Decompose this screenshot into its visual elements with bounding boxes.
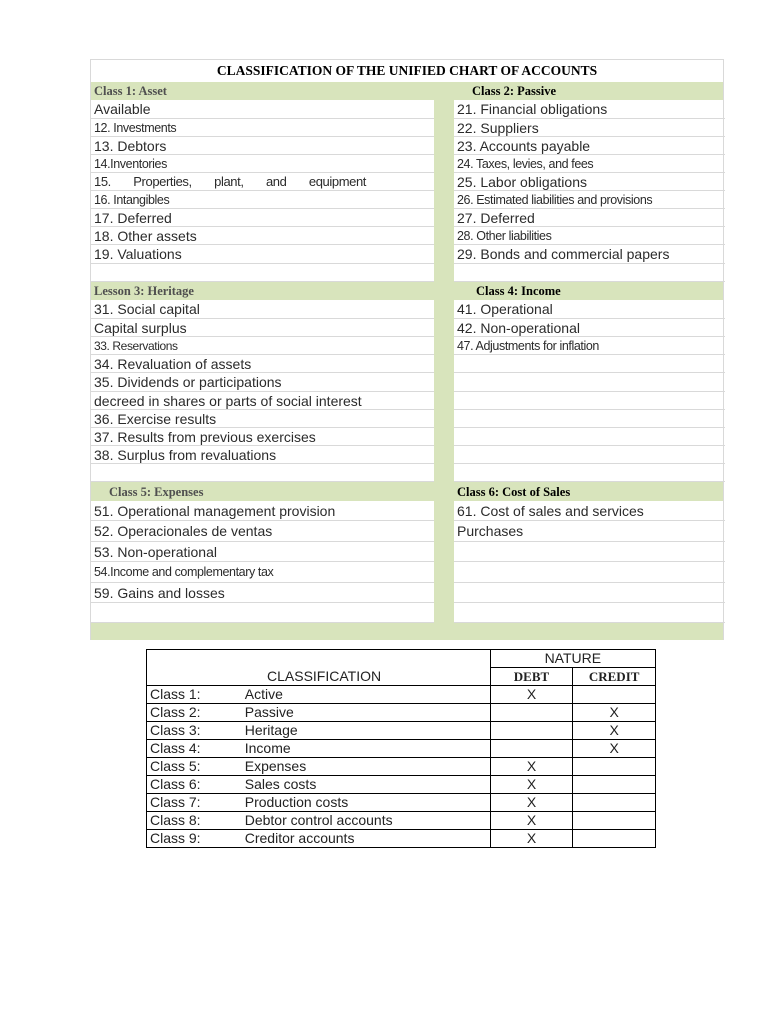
class-cell: Class 4: bbox=[147, 740, 242, 758]
footer-band bbox=[91, 623, 723, 640]
blank-row bbox=[454, 562, 725, 583]
column-separator bbox=[434, 82, 454, 623]
classification-header: CLASSIFICATION bbox=[147, 650, 491, 686]
account-item: 37. Results from previous exercises bbox=[91, 428, 434, 446]
blank-row bbox=[91, 264, 434, 282]
blank-row bbox=[454, 373, 725, 392]
blank-row bbox=[454, 542, 725, 562]
class-cell: Class 3: bbox=[147, 722, 242, 740]
account-item: 36. Exercise results bbox=[91, 410, 434, 428]
chart-title: CLASSIFICATION OF THE UNIFIED CHART OF ACCOUNTS bbox=[216, 63, 598, 78]
name-cell: Sales costs bbox=[242, 776, 490, 794]
credit-cell bbox=[573, 794, 656, 812]
account-item: 33. Reservations bbox=[91, 337, 434, 355]
debt-cell: X bbox=[490, 686, 573, 704]
account-item: 14.Inventories bbox=[91, 155, 434, 173]
name-cell: Expenses bbox=[242, 758, 490, 776]
account-item: Capital surplus bbox=[91, 319, 434, 337]
credit-cell bbox=[573, 758, 656, 776]
credit-cell bbox=[573, 776, 656, 794]
account-item: 13. Debtors bbox=[91, 137, 434, 155]
blank-row bbox=[454, 464, 725, 482]
blank-row bbox=[91, 464, 434, 482]
account-item: 29. Bonds and commercial papers bbox=[454, 245, 725, 264]
header-band bbox=[91, 82, 723, 100]
account-item: 19. Valuations bbox=[91, 245, 434, 264]
table-row bbox=[147, 722, 656, 740]
account-item: 61. Cost of sales and services bbox=[454, 501, 725, 521]
account-item: 17. Deferred bbox=[91, 209, 434, 227]
table-header-row bbox=[147, 650, 656, 668]
name-cell: Passive bbox=[242, 704, 490, 722]
account-item: Available bbox=[91, 100, 434, 119]
account-item: 18. Other assets bbox=[91, 227, 434, 245]
debt-cell: X bbox=[490, 830, 573, 848]
name-cell: Income bbox=[242, 740, 490, 758]
class-header: Class 4: Income bbox=[476, 284, 561, 298]
blank-row bbox=[454, 428, 725, 446]
blank-row bbox=[91, 603, 434, 623]
class-cell: Class 2: bbox=[147, 704, 242, 722]
account-item: 35. Dividends or participations bbox=[91, 373, 434, 392]
credit-header: CREDIT bbox=[573, 668, 656, 686]
account-item: 15. Properties, plant, and equipment bbox=[91, 173, 434, 191]
account-item: 34. Revaluation of assets bbox=[91, 355, 434, 373]
table-row bbox=[147, 812, 656, 830]
account-item: 54.Income and complementary tax bbox=[91, 562, 434, 583]
account-item: 16. Intangibles bbox=[91, 191, 434, 209]
name-cell: Heritage bbox=[242, 722, 490, 740]
class-cell: Class 6: bbox=[147, 776, 242, 794]
account-item: 26. Estimated liabilities and provisions bbox=[454, 191, 725, 209]
debt-cell: X bbox=[490, 794, 573, 812]
blank-row bbox=[454, 583, 725, 603]
class-cell: Class 8: bbox=[147, 812, 242, 830]
account-item: 28. Other liabilities bbox=[454, 227, 725, 245]
credit-cell bbox=[573, 830, 656, 848]
account-item: 59. Gains and losses bbox=[91, 583, 434, 603]
chart-of-accounts bbox=[90, 59, 724, 640]
debt-header: DEBT bbox=[490, 668, 573, 686]
table-row bbox=[147, 794, 656, 812]
credit-cell: X bbox=[573, 740, 656, 758]
debt-cell bbox=[490, 722, 573, 740]
name-cell: Debtor control accounts bbox=[242, 812, 490, 830]
class-cell: Class 7: bbox=[147, 794, 242, 812]
account-item: 25. Labor obligations bbox=[454, 173, 725, 191]
class-header: Class 1: Asset bbox=[94, 84, 167, 98]
debt-cell: X bbox=[490, 758, 573, 776]
account-item: 52. Operacionales de ventas bbox=[91, 521, 434, 542]
account-item: 12. Investments bbox=[91, 119, 434, 137]
debt-cell: X bbox=[490, 776, 573, 794]
debt-cell: X bbox=[490, 812, 573, 830]
account-item: 21. Financial obligations bbox=[454, 100, 725, 119]
account-item: 24. Taxes, levies, and fees bbox=[454, 155, 725, 173]
account-item: 22. Suppliers bbox=[454, 119, 725, 137]
table-row bbox=[147, 740, 656, 758]
class-header: Lesson 3: Heritage bbox=[94, 284, 194, 298]
account-item: 27. Deferred bbox=[454, 209, 725, 227]
class-cell: Class 1: bbox=[147, 686, 242, 704]
blank-row bbox=[454, 446, 725, 464]
nature-header: NATURE bbox=[490, 650, 655, 668]
class-cell: Class 5: bbox=[147, 758, 242, 776]
credit-cell bbox=[573, 812, 656, 830]
table-row bbox=[147, 776, 656, 794]
nature-table bbox=[146, 649, 656, 848]
account-item: 53. Non-operational bbox=[91, 542, 434, 562]
blank-row bbox=[454, 392, 725, 410]
name-cell: Active bbox=[242, 686, 490, 704]
table-row bbox=[147, 758, 656, 776]
blank-row bbox=[454, 264, 725, 282]
account-item: 31. Social capital bbox=[91, 300, 434, 319]
credit-cell: X bbox=[573, 704, 656, 722]
account-item: decreed in shares or parts of social interest bbox=[91, 392, 434, 410]
table-row bbox=[147, 830, 656, 848]
class-header: Class 6: Cost of Sales bbox=[457, 485, 571, 499]
account-item: 38. Surplus from revaluations bbox=[91, 446, 434, 464]
credit-cell bbox=[573, 686, 656, 704]
debt-cell bbox=[490, 704, 573, 722]
table-row bbox=[147, 686, 656, 704]
account-item: 23. Accounts payable bbox=[454, 137, 725, 155]
debt-cell bbox=[490, 740, 573, 758]
name-cell: Production costs bbox=[242, 794, 490, 812]
account-item: Purchases bbox=[454, 521, 725, 542]
credit-cell: X bbox=[573, 722, 656, 740]
class-header: Class 2: Passive bbox=[472, 84, 557, 98]
class-cell: Class 9: bbox=[147, 830, 242, 848]
name-cell: Creditor accounts bbox=[242, 830, 490, 848]
account-item: 42. Non-operational bbox=[454, 319, 725, 337]
blank-row bbox=[454, 355, 725, 373]
class-header: Class 5: Expenses bbox=[109, 485, 204, 499]
table-row bbox=[147, 704, 656, 722]
account-item: 51. Operational management provision bbox=[91, 501, 434, 521]
account-item: 41. Operational bbox=[454, 300, 725, 319]
account-item: 47. Adjustments for inflation bbox=[454, 337, 725, 355]
blank-row bbox=[454, 603, 725, 623]
blank-row bbox=[454, 410, 725, 428]
